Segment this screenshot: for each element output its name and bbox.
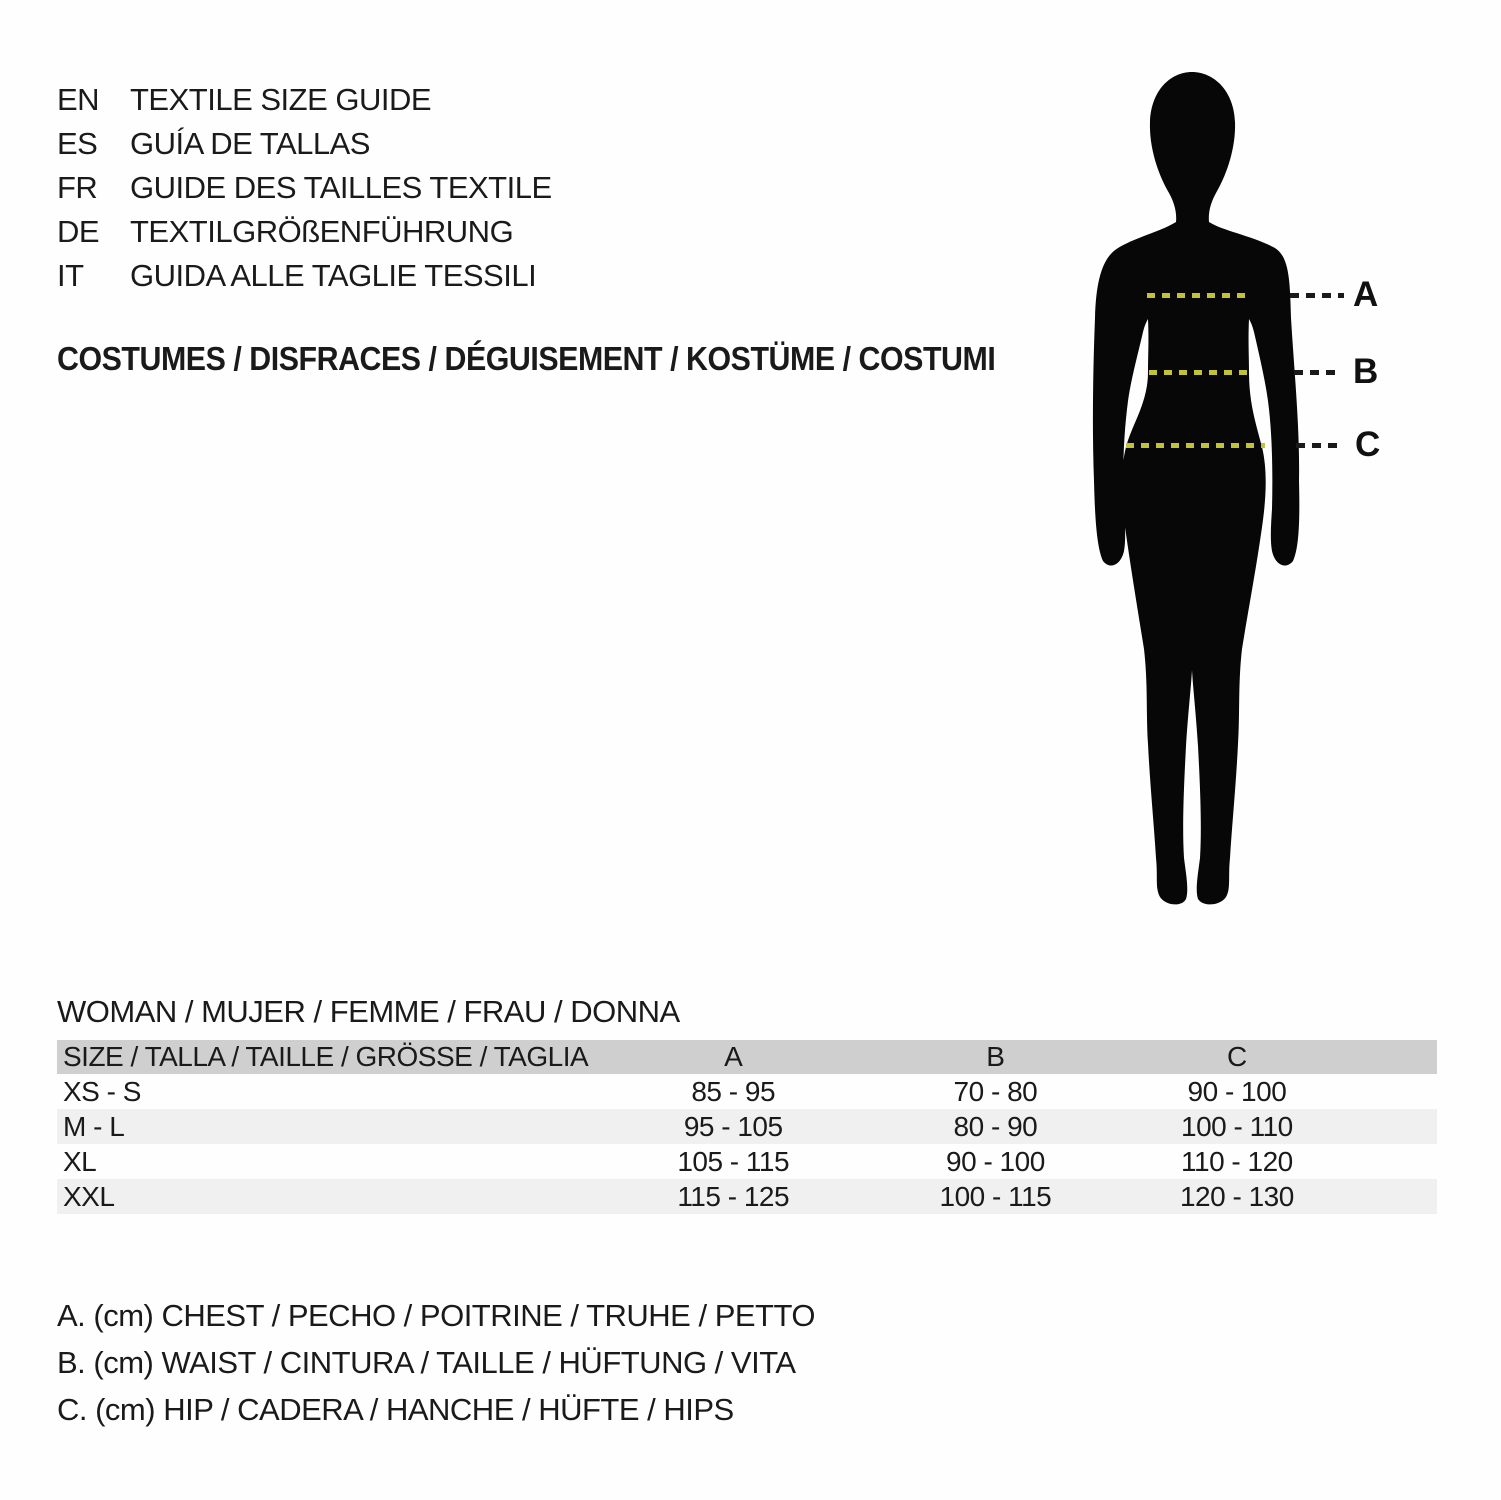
chest-cell: 85 - 95 [691, 1075, 776, 1107]
size-cell: M - L [63, 1110, 125, 1142]
size-column-header: SIZE / TALLA / TAILLE / GRÖSSE / TAGLIA [63, 1041, 589, 1072]
section-title-woman: WOMAN / MUJER / FEMME / FRAU / DONNA [57, 994, 680, 1029]
measure-label-c: C [1355, 425, 1381, 464]
language-title: TEXTILGRÖßENFÜHRUNG [130, 214, 514, 249]
list-item [57, 254, 552, 298]
category-title: COSTUMES / DISFRACES / DÉGUISEMENT / KOSTÜME / COSTUMI [57, 340, 996, 377]
language-title: GUÍA DE TALLAS [130, 126, 370, 161]
list-item [57, 210, 552, 254]
waist-cell: 70 - 80 [953, 1075, 1038, 1107]
waist-line-inner-dash [1149, 370, 1248, 375]
size-table [57, 1040, 1437, 1214]
waist-cell: 90 - 100 [946, 1145, 1045, 1177]
measurement-legend [57, 1292, 815, 1433]
chest-cell: 115 - 125 [677, 1180, 790, 1212]
woman-silhouette [1063, 72, 1323, 912]
language-code: EN [57, 82, 100, 117]
table-row [57, 1144, 1437, 1179]
column-header-c: C [1227, 1041, 1247, 1072]
table-row [57, 1179, 1437, 1214]
hip-cell: 120 - 130 [1179, 1180, 1294, 1212]
language-title: TEXTILE SIZE GUIDE [130, 82, 432, 117]
hip-line-inner-dash [1126, 443, 1265, 448]
waist-cell: 80 - 90 [953, 1110, 1038, 1142]
column-header-b: B [986, 1041, 1005, 1072]
legend-chest: A. (cm) CHEST / PECHO / POITRINE / TRUHE / PETTO [57, 1298, 815, 1333]
size-cell: XL [63, 1145, 97, 1177]
hip-cell: 110 - 120 [1181, 1145, 1293, 1177]
legend-hip: C. (cm) HIP / CADERA / HANCHE / HÜFTE / HIPS [57, 1392, 734, 1427]
column-header-filler [1340, 1040, 1437, 1074]
language-code: FR [57, 170, 98, 205]
chest-cell: 95 - 105 [683, 1110, 783, 1142]
table-row [57, 1109, 1437, 1144]
chest-line-inner-dash [1147, 293, 1249, 298]
list-item [57, 122, 552, 166]
waist-cell: 100 - 115 [939, 1180, 1052, 1212]
hip-line-outer-dash [1296, 443, 1341, 448]
table-row [57, 1074, 1437, 1109]
column-header-a: A [724, 1041, 743, 1072]
chest-line-outer-dash [1290, 293, 1344, 298]
hip-cell: 90 - 100 [1187, 1075, 1287, 1107]
list-item [57, 78, 552, 122]
legend-waist: B. (cm) WAIST / CINTURA / TAILLE / HÜFTUNG / VITA [57, 1345, 796, 1380]
waist-line-outer-dash [1294, 370, 1341, 375]
size-cell: XXL [63, 1180, 115, 1212]
list-item [57, 166, 552, 210]
woman-silhouette-figure [1063, 72, 1323, 912]
language-title: GUIDA ALLE TAGLIE TESSILI [130, 258, 537, 293]
measure-label-b: B [1353, 352, 1379, 391]
chest-cell: 105 - 115 [677, 1145, 790, 1177]
table-header-row [57, 1040, 1437, 1074]
language-code: DE [57, 214, 100, 249]
language-code: IT [57, 258, 84, 293]
hip-cell: 100 - 110 [1181, 1110, 1293, 1142]
language-title: GUIDE DES TAILLES TEXTILE [130, 170, 552, 205]
language-code: ES [57, 126, 98, 161]
language-title-list [57, 78, 552, 298]
measure-label-a: A [1353, 275, 1379, 314]
size-cell: XS - S [63, 1075, 141, 1107]
